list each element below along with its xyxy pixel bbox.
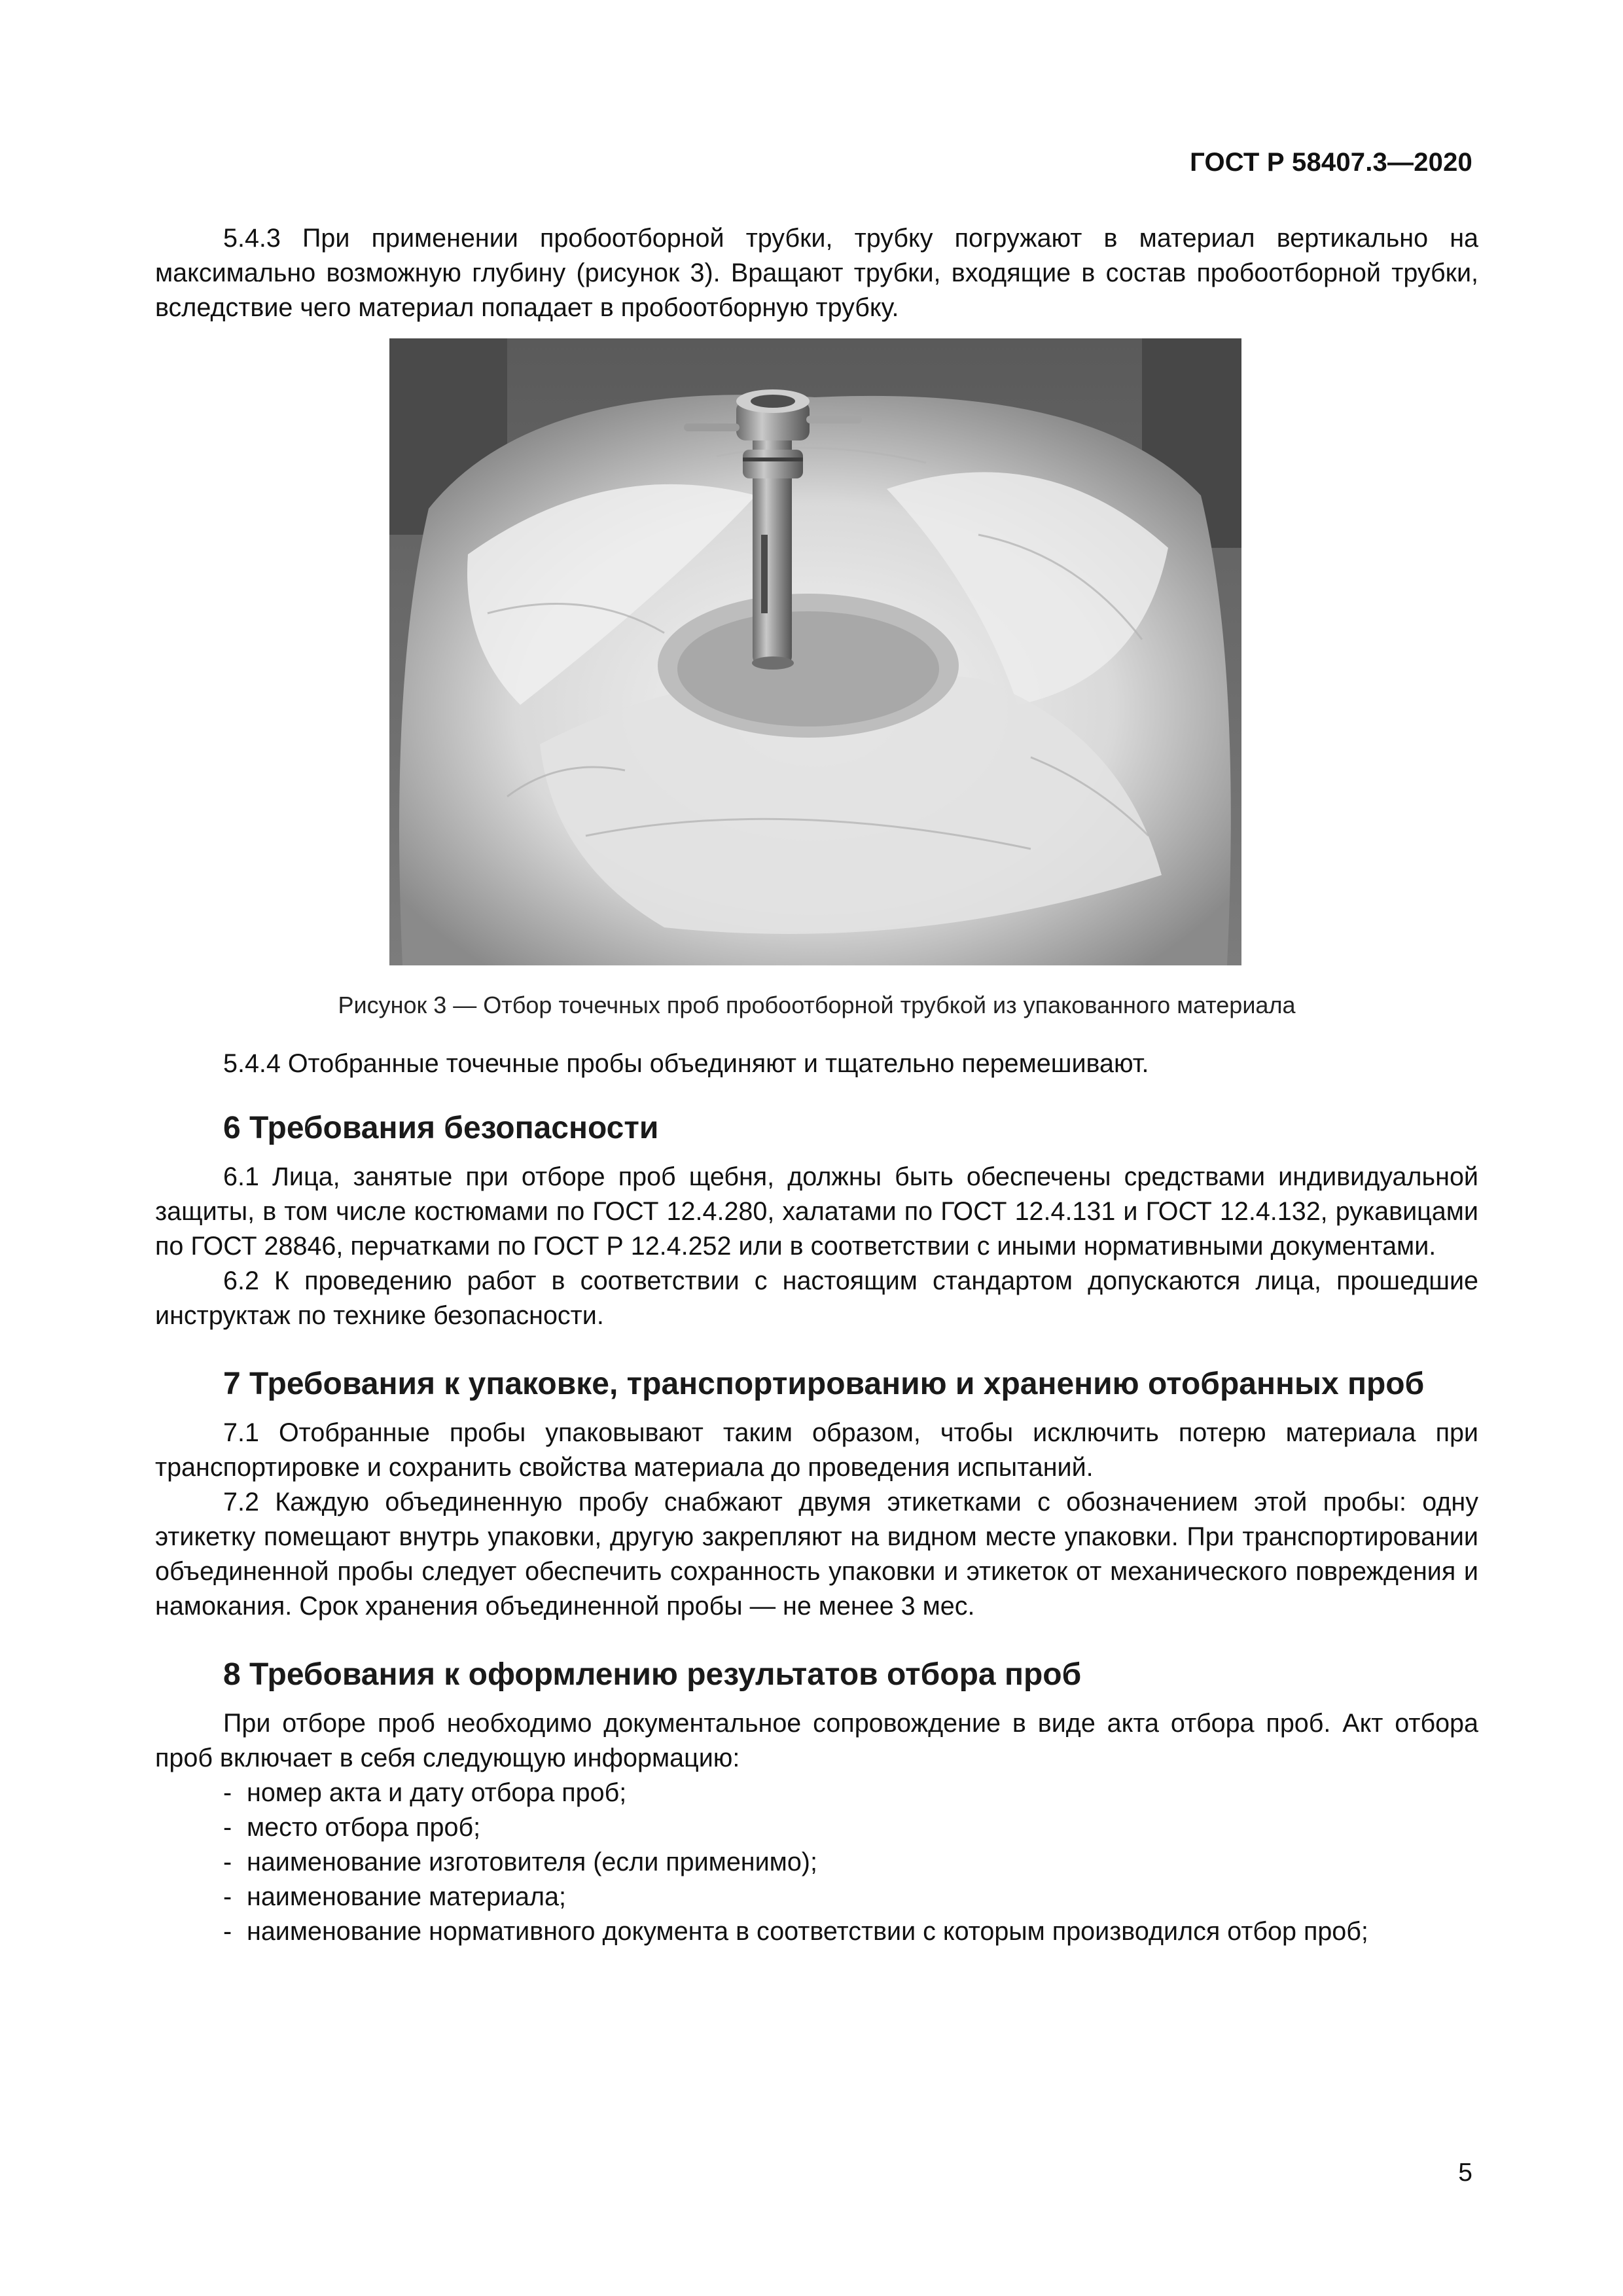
- paragraph-7-1: 7.1 Отобранные пробы упаковывают таким образом, чтобы исключить потерю материала при транспортировке и сохранить свойства материала до проведения испытаний.: [155, 1418, 1478, 1482]
- paragraph-7-2: 7.2 Каждую объединенную пробу снабжают двумя этикетками с обозначением этой пробы: одну этикетку помещают внутрь упаковки, другую закрепляют на видном месте упаковки. При транспортировании объединенной пробы следует обеспечить сохранность упаковки и этикеток от механического повреждения и намокания. Срок хранения объединенной пробы — не менее 3 мес.: [155, 1488, 1478, 1621]
- act-info-list: [155, 1776, 1478, 1949]
- list-item: - наименование материала;: [223, 1880, 1478, 1914]
- document-header-id: ГОСТ Р 58407.3—2020: [1190, 148, 1472, 177]
- paragraph-6-2: 6.2 К проведению работ в соответствии с настоящим стандартом допускаются лица, прошедшие инструктаж по технике безопасности.: [155, 1266, 1478, 1330]
- list-item: - наименование нормативного документа в соответствии с которым производился отбор проб;: [223, 1914, 1478, 1949]
- paragraph-8-intro: При отборе проб необходимо документальное сопровождение в виде акта отбора проб. Акт отбора проб включает в себя следующую информацию:: [155, 1709, 1478, 1772]
- section-8-heading: 8 Требования к оформлению результатов отбора проб: [223, 1657, 1082, 1692]
- paragraph-6-1: 6.1 Лица, занятые при отборе проб щебня, должны быть обеспечены средствами индивидуальной защиты, в том числе костюмами по ГОСТ 12.4.280, халатами по ГОСТ 12.4.131 и ГОСТ 12.4.132, рукавицами по ГОСТ 28846, перчатками по ГОСТ Р 12.4.252 или в соответствии с иными нормативными документами.: [155, 1162, 1478, 1261]
- page-number: 5: [1458, 2159, 1472, 2187]
- figure-3-photo: [389, 338, 1241, 965]
- document-body: [155, 221, 1478, 1949]
- section-7-heading: 7 Требования к упаковке, транспортированию и хранению отобранных проб: [223, 1367, 1425, 1401]
- paragraph-5-4-4: 5.4.4 Отобранные точечные пробы объединяют и тщательно перемешивают.: [223, 1049, 1149, 1078]
- list-item: - наименование изготовителя (если применимо);: [223, 1845, 1478, 1880]
- list-item: - номер акта и дату отбора проб;: [223, 1776, 1478, 1810]
- figure-3-caption: Рисунок 3 — Отбор точечных проб пробоотборной трубкой из упакованного материала: [338, 992, 1296, 1018]
- paragraph-5-4-3: 5.4.3 При применении пробоотборной трубки, трубку погружают в материал вертикально на максимально возможную глубину (рисунок 3). Вращают трубки, входящие в состав пробоотборной трубки, вследствие чего материал попадает в пробоотборную трубку.: [155, 224, 1478, 322]
- section-6-heading: 6 Требования безопасности: [223, 1111, 659, 1145]
- list-item: - место отбора проб;: [223, 1810, 1478, 1845]
